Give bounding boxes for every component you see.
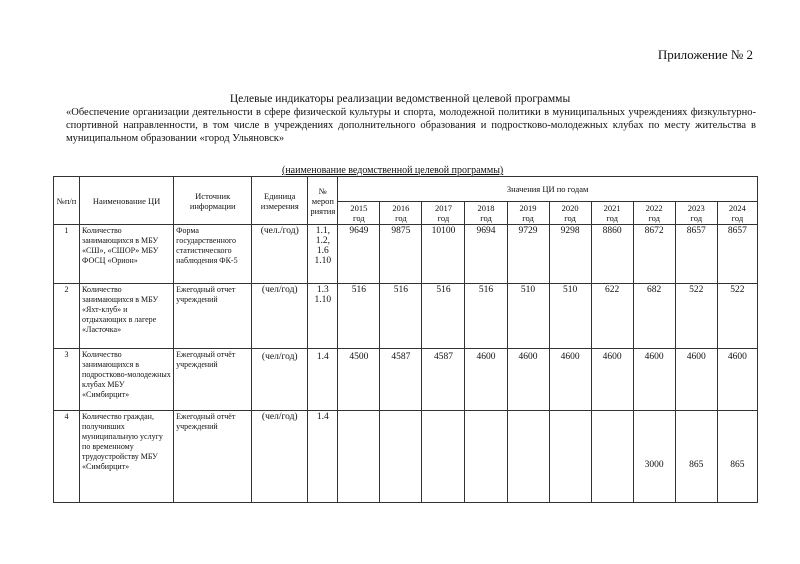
indicator-measure: 1.4 bbox=[308, 349, 338, 411]
value-cell bbox=[422, 411, 465, 503]
value-cell: 4587 bbox=[422, 349, 465, 411]
value-cell bbox=[380, 411, 422, 503]
header-row bbox=[54, 177, 758, 202]
value-cell: 516 bbox=[422, 284, 465, 349]
value-cell: 865 bbox=[675, 411, 717, 503]
header-year: 2018 год bbox=[465, 202, 507, 225]
value-cell: 8672 bbox=[633, 225, 675, 284]
value-cell: 8657 bbox=[717, 225, 757, 284]
header-year: 2021 год bbox=[591, 202, 633, 225]
row-num: 2 bbox=[54, 284, 80, 349]
header-year: 2024 год bbox=[717, 202, 757, 225]
program-name-caption: (наименование ведомственной целевой программы) bbox=[282, 165, 504, 176]
header-year: 2023 год bbox=[675, 202, 717, 225]
appendix-number: Приложение № 2 bbox=[657, 47, 753, 62]
value-cell: 4600 bbox=[465, 349, 507, 411]
value-cell: 8657 bbox=[675, 225, 717, 284]
value-cell: 522 bbox=[675, 284, 717, 349]
value-cell: 4587 bbox=[380, 349, 422, 411]
value-cell: 510 bbox=[549, 284, 591, 349]
indicator-unit: (чел/год) bbox=[252, 411, 308, 503]
indicator-unit: (чел/год) bbox=[252, 349, 308, 411]
header-measure: № мероприятия bbox=[308, 177, 338, 225]
value-cell: 4600 bbox=[717, 349, 757, 411]
header-year: 2016 год bbox=[380, 202, 422, 225]
table-row bbox=[54, 411, 758, 503]
value-cell: 516 bbox=[465, 284, 507, 349]
header-unit: Единица измерения bbox=[252, 177, 308, 225]
indicator-source: Форма государственного статистического наблюдения ФК-5 bbox=[174, 225, 252, 284]
value-cell: 4600 bbox=[675, 349, 717, 411]
value-cell bbox=[507, 411, 549, 503]
value-cell: 9875 bbox=[380, 225, 422, 284]
header-year: 2022 год bbox=[633, 202, 675, 225]
header-year: 2017 год bbox=[422, 202, 465, 225]
table-row bbox=[54, 349, 758, 411]
document-title: Целевые индикаторы реализации ведомственной целевой программы bbox=[229, 93, 571, 105]
row-num: 1 bbox=[54, 225, 80, 284]
table-row bbox=[54, 284, 758, 349]
indicators-table bbox=[53, 176, 758, 503]
value-cell: 9694 bbox=[465, 225, 507, 284]
value-cell bbox=[465, 411, 507, 503]
header-year: 2019 год bbox=[507, 202, 549, 225]
indicator-name: Количество занимающихся в МБУ «СШ», «СШОР» МБУ ФОСЦ «Орион» bbox=[80, 225, 174, 284]
header-values-group: Значения ЦИ по годам bbox=[338, 177, 758, 202]
table-row bbox=[54, 225, 758, 284]
value-cell: 8860 bbox=[591, 225, 633, 284]
value-cell: 4500 bbox=[338, 349, 380, 411]
value-cell: 622 bbox=[591, 284, 633, 349]
value-cell bbox=[338, 411, 380, 503]
value-cell: 9649 bbox=[338, 225, 380, 284]
indicator-measure: 1.4 bbox=[308, 411, 338, 503]
value-cell: 4600 bbox=[507, 349, 549, 411]
indicator-source: Ежегодный отчёт учреждений bbox=[174, 349, 252, 411]
header-year: 2020 год bbox=[549, 202, 591, 225]
row-num: 4 bbox=[54, 411, 80, 503]
indicator-source: Ежегодный отчёт учреждений bbox=[174, 411, 252, 503]
value-cell: 516 bbox=[380, 284, 422, 349]
header-name: Наименование ЦИ bbox=[80, 177, 174, 225]
program-name: «Обеспечение организации деятельности в сфере физической культуры и спорта, молодежной политики в муниципальных учреждениях физкультурно-спортивной направленности, в том числе в учреждениях дополнительного образования и подростково-молодежных клубах по месту жительства в муниципальном образовании «город Ульяновск» bbox=[66, 107, 756, 144]
value-cell: 865 bbox=[717, 411, 757, 503]
indicator-name: Количество занимающихся в подростково-молодежных клубах МБУ «Симбирцит» bbox=[80, 349, 174, 411]
value-cell bbox=[549, 411, 591, 503]
value-cell: 4600 bbox=[549, 349, 591, 411]
value-cell: 4600 bbox=[633, 349, 675, 411]
row-num: 3 bbox=[54, 349, 80, 411]
value-cell: 9298 bbox=[549, 225, 591, 284]
header-num: №п/п bbox=[54, 177, 80, 225]
header-year: 2015 год bbox=[338, 202, 380, 225]
value-cell: 682 bbox=[633, 284, 675, 349]
header-source: Источник информации bbox=[174, 177, 252, 225]
indicator-name: Количество занимающихся в МБУ «Яхт-клуб» и отдыхающих в лагере «Ласточка» bbox=[80, 284, 174, 349]
value-cell: 9729 bbox=[507, 225, 549, 284]
value-cell: 522 bbox=[717, 284, 757, 349]
value-cell: 3000 bbox=[633, 411, 675, 503]
value-cell bbox=[591, 411, 633, 503]
indicator-measure: 1.3 1.10 bbox=[308, 284, 338, 349]
indicator-unit: (чел./год) bbox=[252, 225, 308, 284]
indicator-measure: 1.1, 1.2, 1.6 1.10 bbox=[308, 225, 338, 284]
value-cell: 516 bbox=[338, 284, 380, 349]
value-cell: 510 bbox=[507, 284, 549, 349]
indicator-unit: (чел/год) bbox=[252, 284, 308, 349]
value-cell: 10100 bbox=[422, 225, 465, 284]
indicator-name: Количество граждан, получивших муниципальную услугу по временному трудоустройству МБУ «Симбирцит» bbox=[80, 411, 174, 503]
value-cell: 4600 bbox=[591, 349, 633, 411]
indicator-source: Ежегодный отчет учреждений bbox=[174, 284, 252, 349]
